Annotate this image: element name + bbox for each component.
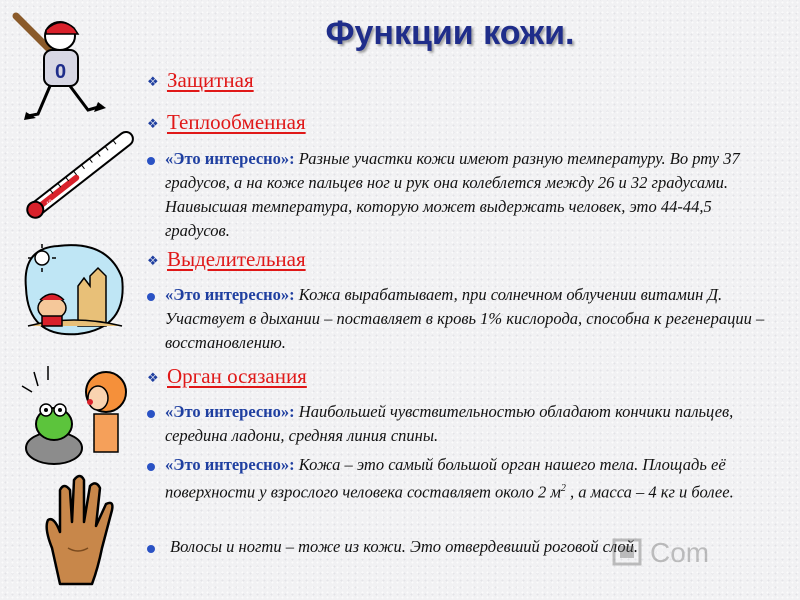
bullet-dot-icon <box>147 463 155 471</box>
paragraph-text: Кожа – это самый большой орган нашего тела. Площадь её поверхности у взрослого человека составляет около 2 м <box>165 455 726 502</box>
watermark-logo-icon <box>612 536 646 570</box>
bullet-diamond-icon: ❖ <box>147 253 159 268</box>
paragraph-text: Волосы и ногти – тоже из кожи. Это отвердевший роговой слой. <box>170 537 639 556</box>
player-number: 0 <box>55 61 67 83</box>
bullet-dot-icon <box>147 157 155 165</box>
bullet-diamond-icon: ❖ <box>147 74 159 89</box>
thermometer-icon <box>18 120 148 230</box>
frog-and-girl-icon <box>14 358 134 468</box>
page-title: Функции кожи. <box>325 14 575 52</box>
lead-label: «Это интересно»: <box>165 402 295 421</box>
heading-touch-organ: Орган осязания <box>167 364 307 388</box>
watermark <box>612 536 709 570</box>
paragraph-text: Кожа вырабатывает, при солнечном облучении витамин Д. Участвует в дыхании – поставляет в кровь 1% кислорода, способна к регенерации – восстановлению. <box>165 285 765 352</box>
heading-heat-exchange: Теплообменная <box>167 110 306 134</box>
lead-label: «Это интересно»: <box>165 455 295 474</box>
paragraph-sensitivity <box>165 400 765 448</box>
paragraph-text: Разные участки кожи имеют разную температуру. Во рту 37 градусов, а на коже пальцев ног и рук она колеблется между 26 и 32 градусами. Наивысшая температура, которую может выдержать человек, это 44-44,5 градусов. <box>165 149 740 240</box>
sandcastle-scene-icon <box>18 238 128 338</box>
watermark-text: Com <box>650 537 710 568</box>
hand-icon <box>38 468 118 588</box>
paragraph-vitamin <box>165 283 765 355</box>
bullet-diamond-icon: ❖ <box>147 116 159 131</box>
paragraph-temperature <box>165 147 765 243</box>
paragraph-text: Наибольшей чувствительностью обладают кончики пальцев, середина ладони, средняя линия спины. <box>165 402 734 445</box>
heading-protective: Защитная <box>167 68 254 92</box>
paragraph-largest-organ <box>165 453 765 505</box>
thermometer-scale-text: 40 <box>45 199 55 208</box>
paragraph-text: , а масса – 4 кг и более. <box>565 482 734 502</box>
bullet-dot-icon <box>147 410 155 418</box>
bullet-diamond-icon: ❖ <box>147 370 159 385</box>
bullet-dot-icon <box>147 545 155 553</box>
heading-excretory: Выделительная <box>167 247 306 271</box>
bullet-dot-icon <box>147 293 155 301</box>
baseball-player-icon <box>8 6 108 124</box>
lead-label: «Это интересно»: <box>165 149 295 168</box>
lead-label: «Это интересно»: <box>165 285 295 304</box>
superscript: 2 <box>560 483 566 494</box>
